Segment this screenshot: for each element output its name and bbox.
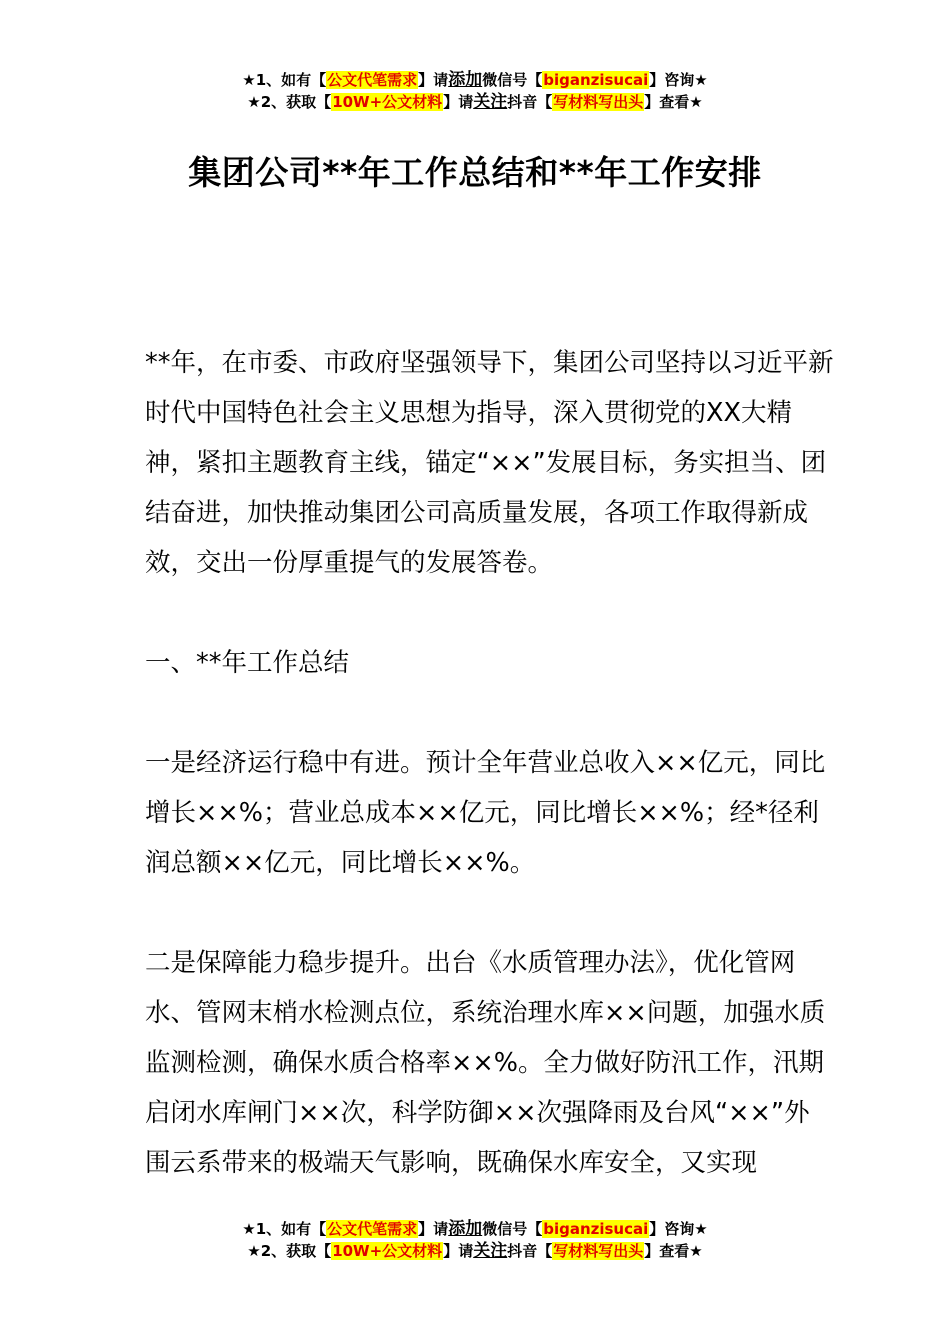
banner-line-2 [0, 1240, 950, 1262]
banner-text: 】咨询★ [649, 1220, 708, 1238]
bottom-banner [0, 1218, 950, 1262]
banner-highlight: 10W+公文材料 [332, 1242, 443, 1260]
banner-text: 】请 [418, 71, 449, 89]
banner-text: 微信号【 [482, 71, 543, 89]
banner-text: 】咨询★ [649, 71, 708, 89]
banner-highlight: 公文代笔需求 [327, 1220, 418, 1238]
banner-text: 】请 [443, 93, 474, 111]
section-heading: 一、**年工作总结 [145, 648, 350, 678]
banner-highlight-wechat: biganzisucai [543, 1220, 649, 1238]
banner-text: 微信号【 [482, 1220, 543, 1238]
document-title: 集团公司**年工作总结和**年工作安排 [188, 153, 762, 192]
banner-text: ★2、获取【 [247, 93, 332, 111]
banner-underlined: 添加 [448, 1219, 483, 1239]
banner-text: 抖音【 [507, 93, 553, 111]
banner-underlined: 关注 [473, 1241, 508, 1261]
banner-highlight-wechat: biganzisucai [543, 71, 649, 89]
top-banner [0, 69, 950, 113]
banner-underlined: 关注 [473, 92, 508, 112]
banner-text: ★2、获取【 [247, 1242, 332, 1260]
document-body [145, 338, 835, 1238]
banner-text: 】查看★ [644, 93, 703, 111]
banner-text: 】请 [443, 1242, 474, 1260]
banner-highlight: 公文代笔需求 [327, 71, 418, 89]
banner-text: 】查看★ [644, 1242, 703, 1260]
banner-line-1 [0, 69, 950, 91]
banner-line-2 [0, 91, 950, 113]
banner-text: ★1、如有【 [242, 71, 327, 89]
paragraph-economy: 一是经济运行稳中有进。预计全年营业总收入××亿元，同比增长××%；营业总成本××亿元，同比增长××%；经*径利润总额××亿元，同比增长××%。 [145, 748, 826, 878]
banner-text: 抖音【 [507, 1242, 553, 1260]
banner-underlined: 添加 [448, 70, 483, 90]
banner-text: 】请 [418, 1220, 449, 1238]
paragraph-intro: **年，在市委、市政府坚强领导下，集团公司坚持以习近平新时代中国特色社会主义思想为指导，深入贯彻党的XX大精神，紧扣主题教育主线，锚定“××”发展目标，务实担当、团结奋进，加快推动集团公司高质量发展，各项工作取得新成效，交出一份厚重提气的发展答卷。 [145, 348, 834, 578]
banner-highlight: 10W+公文材料 [332, 93, 443, 111]
banner-line-1 [0, 1218, 950, 1240]
banner-highlight-douyin: 写材料写出头 [553, 1242, 644, 1260]
banner-text: ★1、如有【 [242, 1220, 327, 1238]
banner-highlight-douyin: 写材料写出头 [553, 93, 644, 111]
paragraph-support: 二是保障能力稳步提升。出台《水质管理办法》，优化管网水、管网末梢水检测点位，系统治理水库××问题，加强水质监测检测，确保水质合格率××%。全力做好防汛工作，汛期启闭水库闸门××次，科学防御××次强降雨及台风“××”外围云系带来的极端天气影响，既确保水库安全，又实现 [145, 948, 826, 1178]
